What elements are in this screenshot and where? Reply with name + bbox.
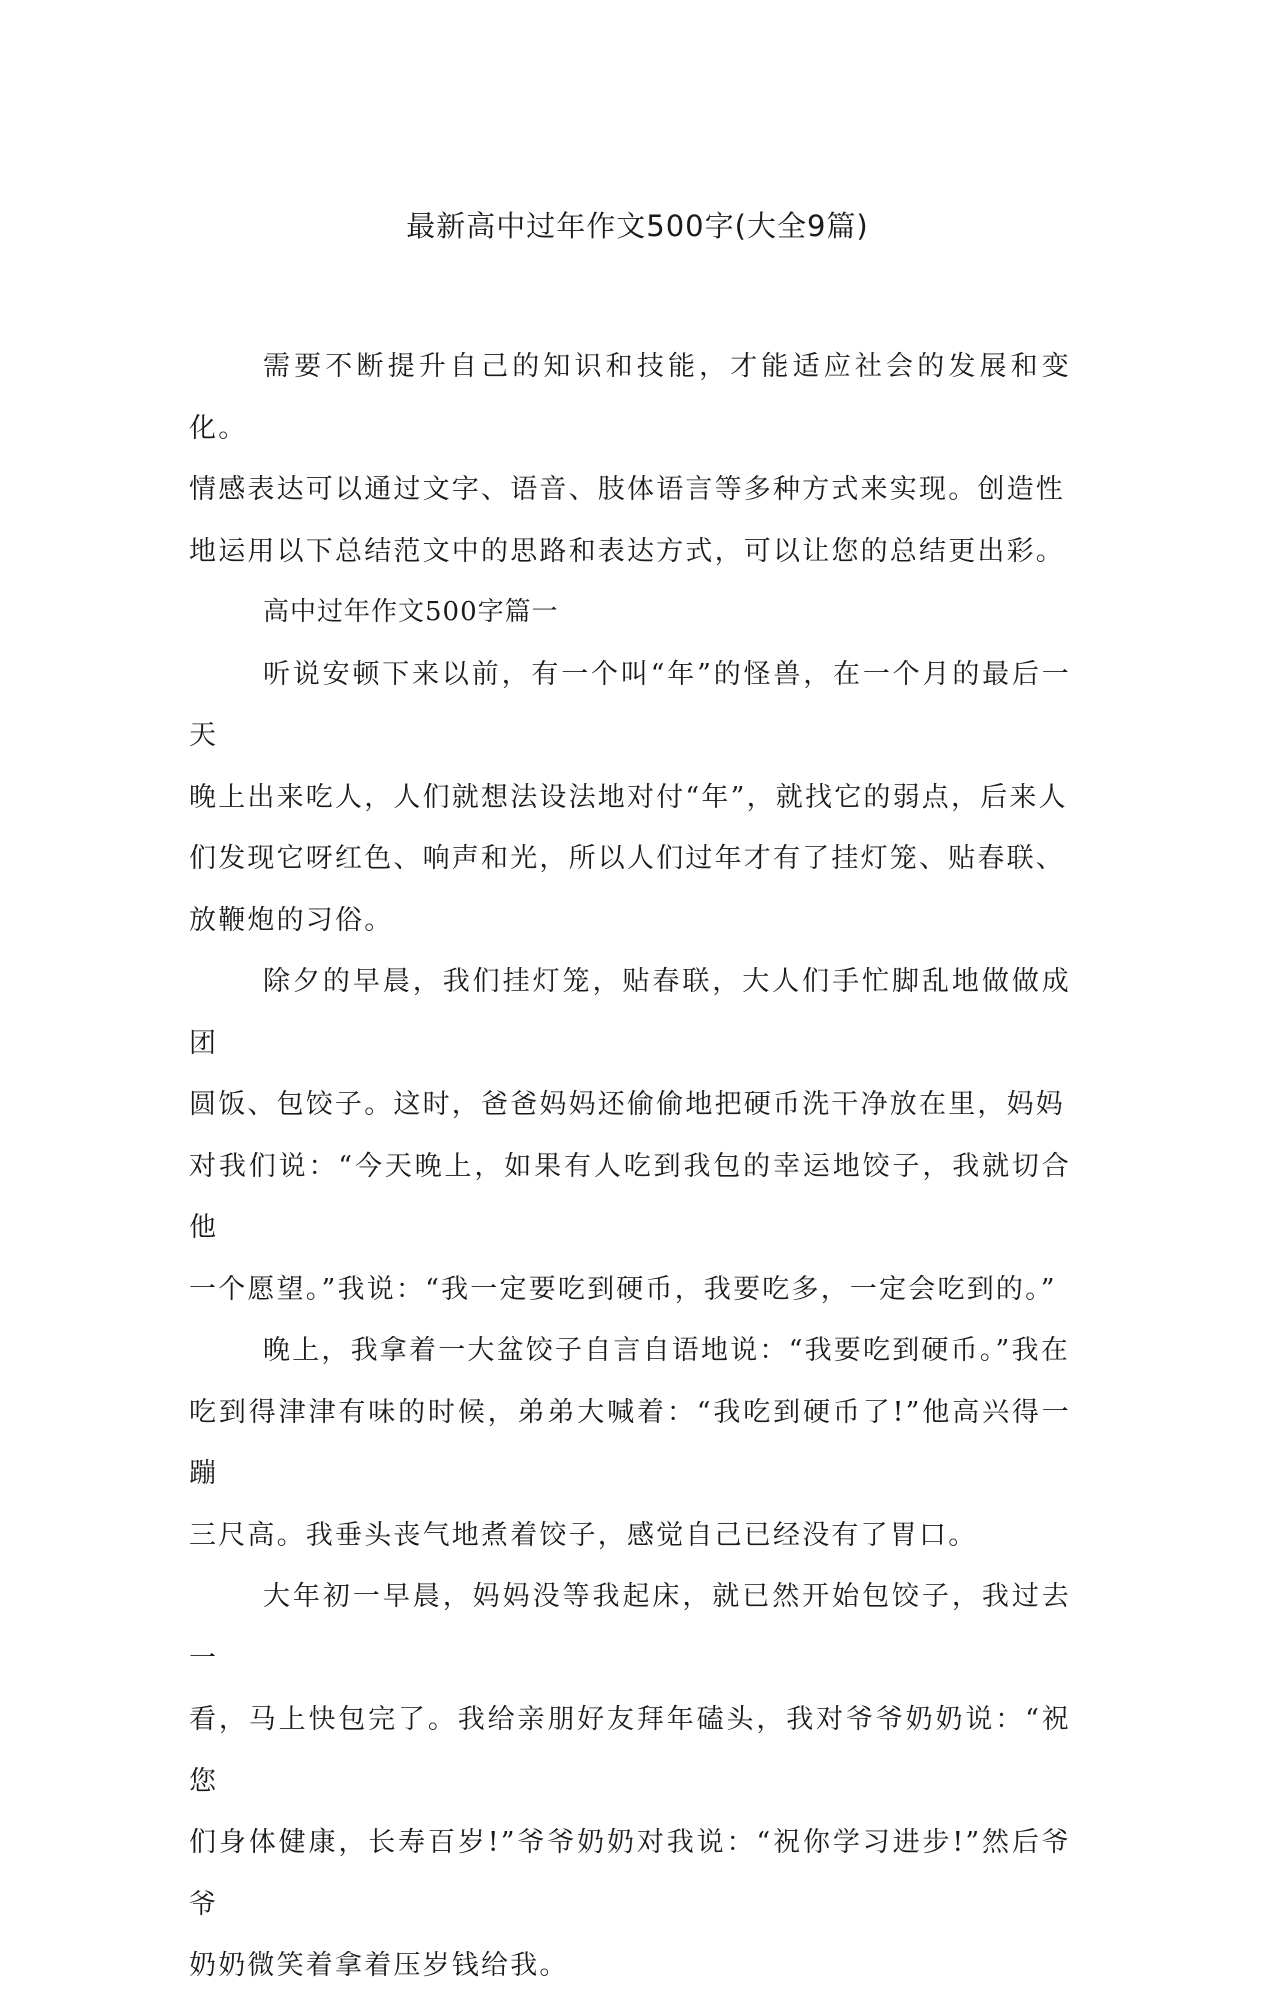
document-body — [189, 336, 1071, 1997]
document-title: 最新高中过年作文500字(大全9篇) — [406, 209, 869, 243]
intro-paragraph: 需要不断提升自己的知识和技能，才能适应社会的发展和变化。 情感表达可以通过文字、语音、肢体语言等多种方式来实现。创造性 地运用以下总结范文中的思路和表达方式，可以让您的总结更出彩。 — [189, 351, 1071, 567]
body-paragraph: 除夕的早晨，我们挂灯笼，贴春联，大人们手忙脚乱地做做成团 圆饭、包饺子。这时，爸爸妈妈还偷偷地把硬币洗干净放在里，妈妈 对我们说：“今天晚上，如果有人吃到我包的幸运地饺子，我就切合他 一个愿望。”我说：“我一定要吃到硬币，我要吃多，一定会吃到的。” — [189, 966, 1071, 1305]
section-heading: 高中过年作文500字篇一 — [263, 597, 559, 627]
body-paragraph: 大年初一早晨，妈妈没等我起床，就已然开始包饺子，我过去一 看，马上快包完了。我给亲朋好友拜年磕头，我对爷爷奶奶说：“祝您 们身体健康，长寿百岁!”爷爷奶奶对我说：“祝你学习进步!”然后爷爷 奶奶微笑着拿着压岁钱给我。 — [189, 1581, 1071, 1981]
body-paragraph: 晚上，我拿着一大盆饺子自言自语地说：“我要吃到硬币。”我在 吃到得津津有味的时候，弟弟大喊着：“我吃到硬币了!”他高兴得一蹦 三尺高。我垂头丧气地煮着饺子，感觉自己已经没有了胃口。 — [189, 1335, 1071, 1551]
body-paragraph: 听说安顿下来以前，有一个叫“年”的怪兽，在一个月的最后一天 晚上出来吃人，人们就想法设法地对付“年”，就找它的弱点，后来人 们发现它呀红色、响声和光，所以人们过年才有了挂灯笼、贴春联、 放鞭炮的习俗。 — [189, 658, 1071, 936]
